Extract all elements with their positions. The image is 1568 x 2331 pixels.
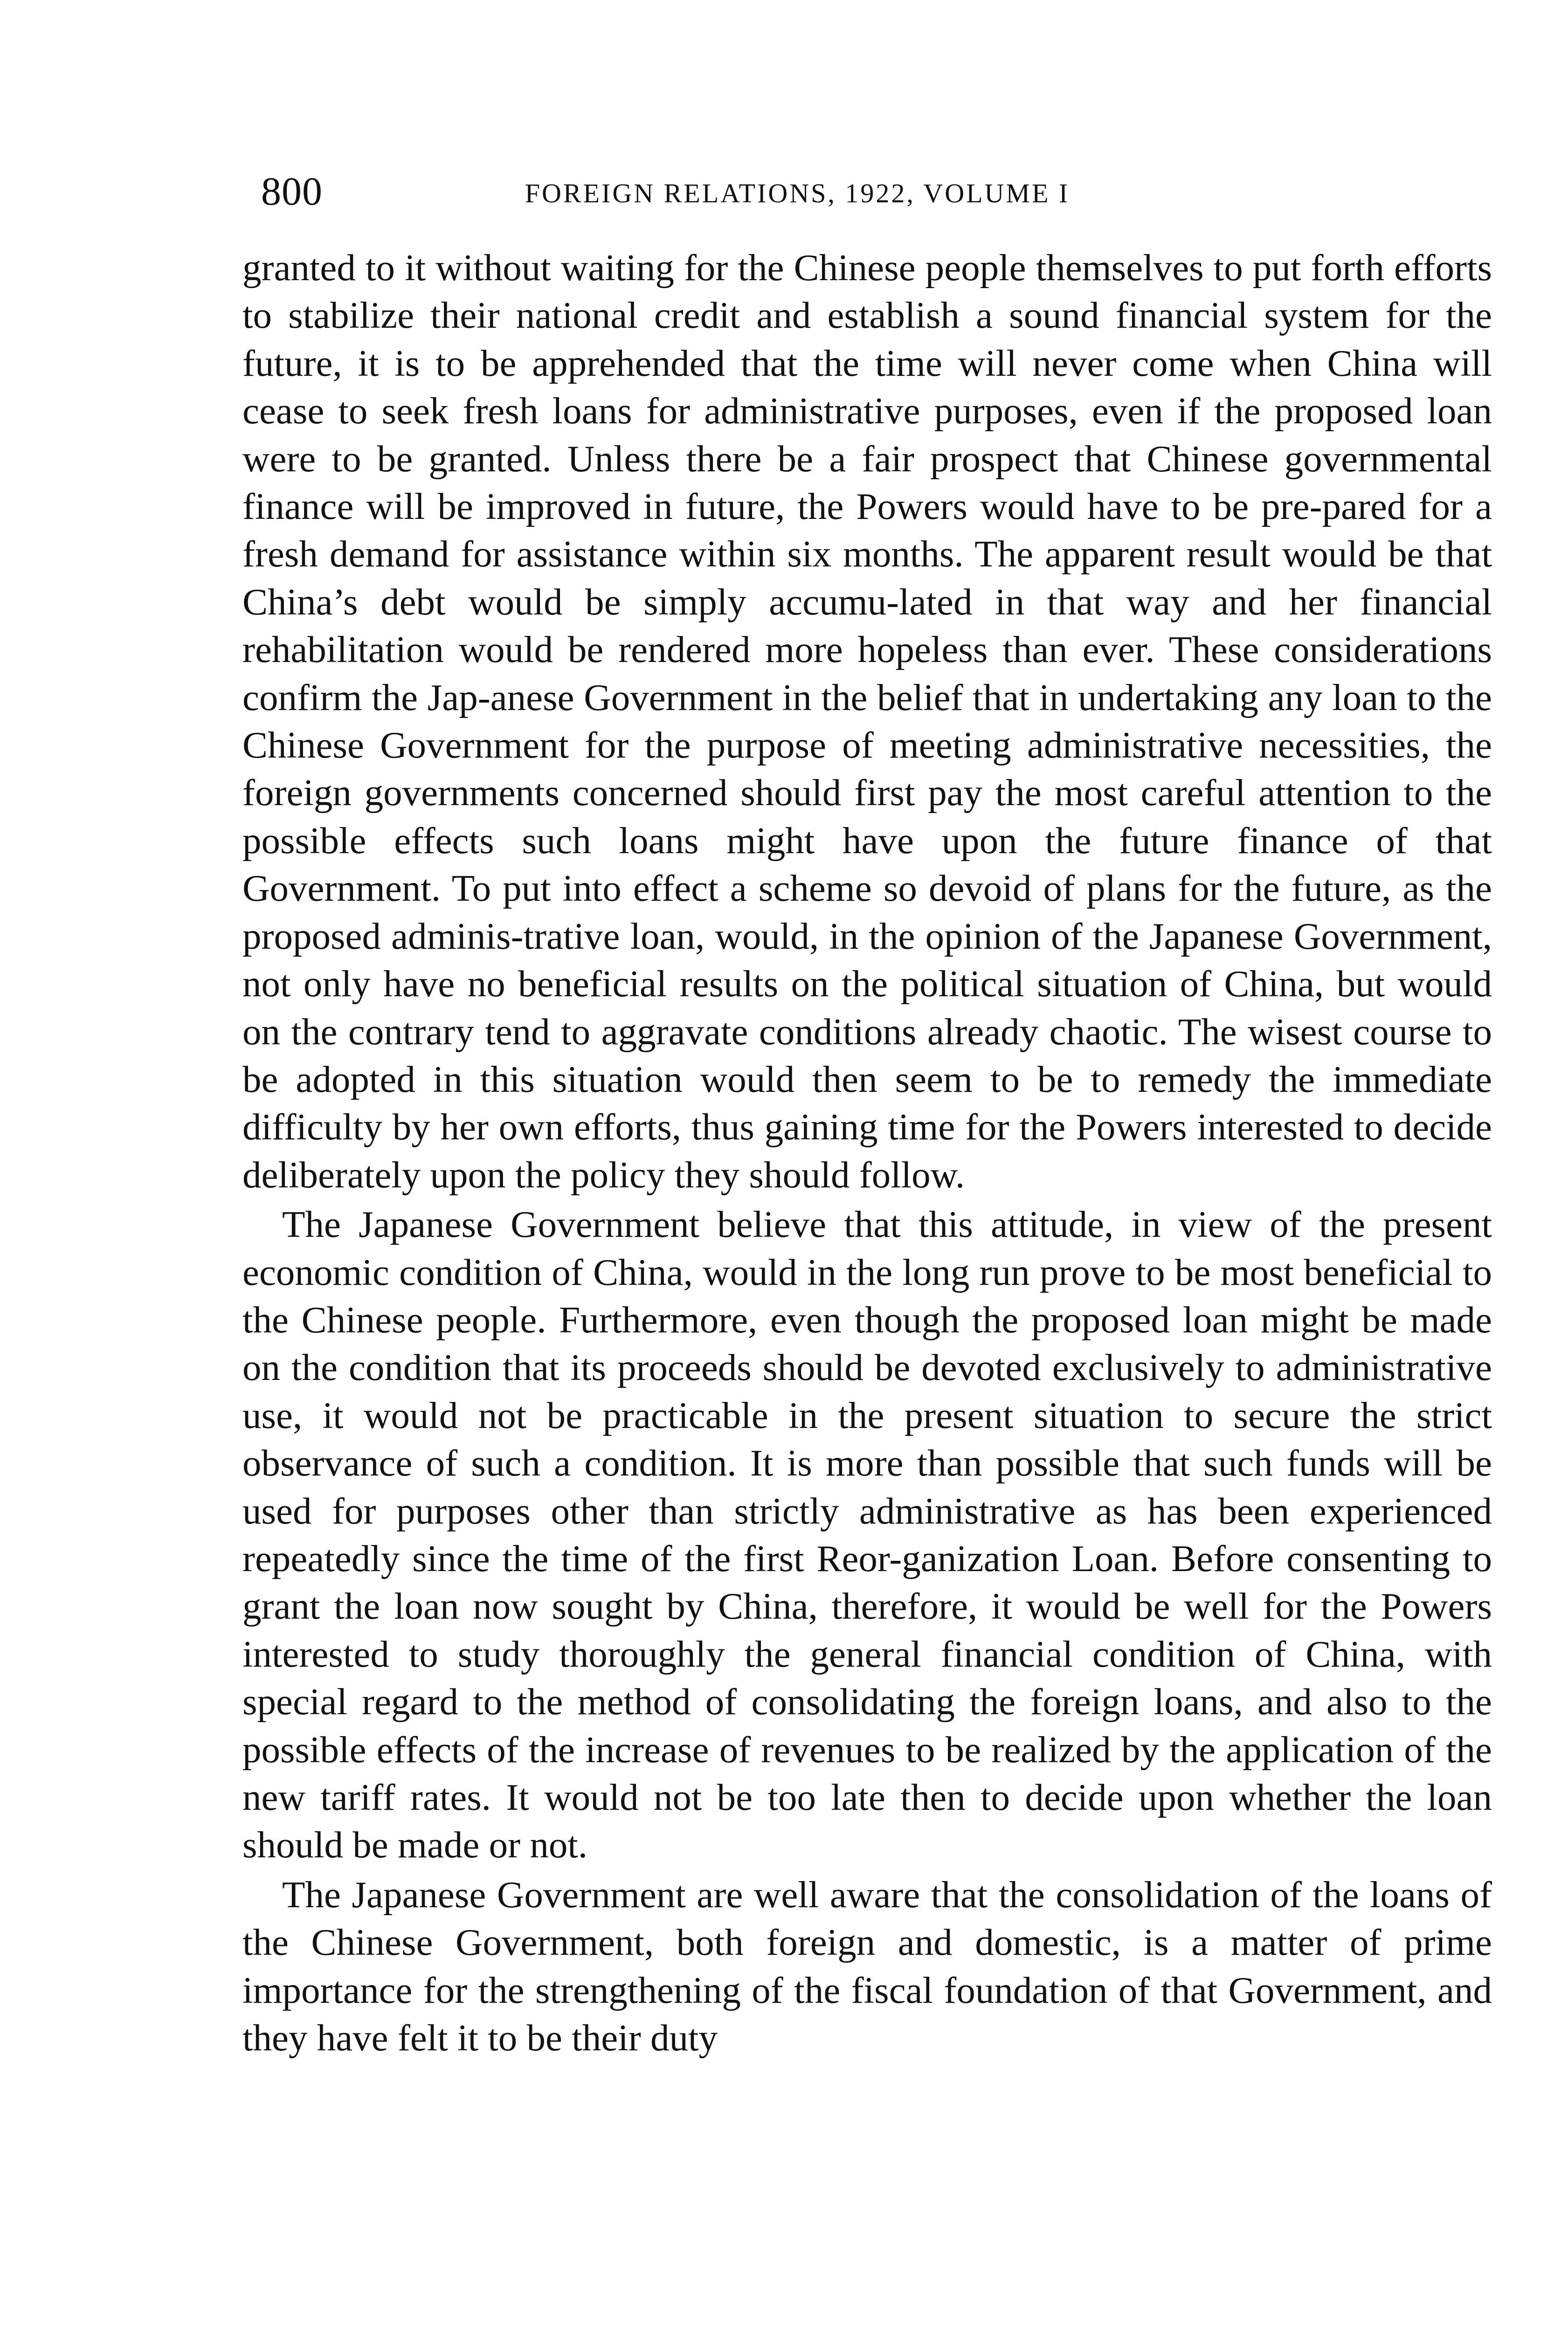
paragraph: The Japanese Government are well aware that the consolidation of the loans of the Chinese Government, both foreign and domestic, is a matter of prime importance for the strengthening of the fiscal foundation of that Government, and they have felt it to be their duty: [242, 1873, 1492, 2059]
page-header: [261, 166, 1306, 217]
paragraph: The Japanese Government believe that this attitude, in view of the present economic condition of China, would in the long run prove to be most beneficial to the Chinese people. Furthermore, even though the proposed loan might be made on the condition that its proceeds should be devoted exclusively to administrative use, it would not be practicable in the present situation to secure the strict observance of such a condition. It is more than possible that such funds will be used for purposes other than strictly administrative as has been experienced repeatedly since the time of the first Reor-ganization Loan. Before consenting to grant the loan now sought by China, therefore, it would be well for the Powers interested to study thoroughly the general financial condition of China, with special regard to the method of consolidating the foreign loans, and also to the possible effects of the increase of revenues to be realized by the application of the new tariff rates. It would not be too late then to decide upon whether the loan should be made or not.: [242, 1203, 1492, 1866]
page-number: 800: [261, 169, 323, 214]
paragraph: granted to it without waiting for the Chinese people themselves to put forth efforts to stabilize their national credit and establish a sound financial system for the future, it is to be apprehended that the time will never come when China will cease to seek fresh loans for administrative purposes, even if the proposed loan were to be granted. Unless there be a fair prospect that Chinese governmental finance will be improved in future, the Powers would have to be pre-pared for a fresh demand for assistance within six months. The apparent result would be that China’s debt would be simply accumu-lated in that way and her financial rehabilitation would be rendered more hopeless than ever. These considerations confirm the Jap-anese Government in the belief that in undertaking any loan to the Chinese Government for the purpose of meeting administrative necessities, the foreign governments concerned should first pay the most careful attention to the possible effects such loans might have upon the future finance of that Government. To put into effect a scheme so devoid of plans for the future, as the proposed adminis-trative loan, would, in the opinion of the Japanese Government, not only have no beneficial results on the political situation of China, but would on the contrary tend to aggravate conditions already chaotic. The wisest course to be adopted in this situation would then seem to be to remedy the immediate difficulty by her own efforts, thus gaining time for the Powers interested to decide deliberately upon the policy they should follow.: [242, 247, 1492, 1196]
body-text: [242, 244, 1492, 2331]
running-head: FOREIGN RELATIONS, 1922, VOLUME I: [525, 178, 1070, 208]
